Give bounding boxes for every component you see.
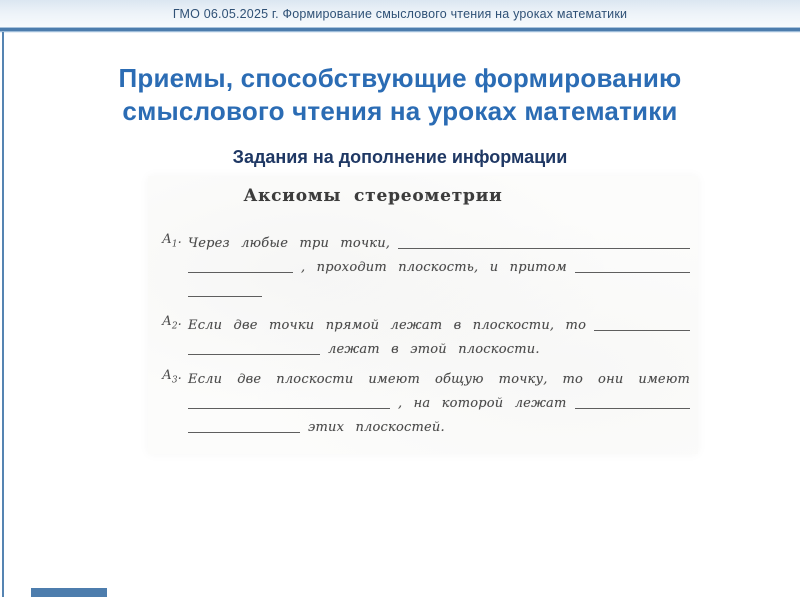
axiom-3-text [188,364,690,436]
worksheet-heading: Аксиомы стереометрии [243,186,503,206]
slide-header-text: ГМО 06.05.2025 г. Формирование смыслового чтения на уроках математики [172,6,628,21]
axiom-3-label: $А_3$. [162,368,182,386]
axiom-3-line-3: этих плоскостей. [188,412,690,436]
fill-in-blank [594,330,690,331]
axiom-1-line-2: , проходит плоскость, и притом [188,252,690,276]
page-title-line2: смыслового чтения на уроках математики [122,96,678,126]
axiom-3 [162,364,690,436]
fill-in-blank [188,408,390,409]
axiom-3-line-1: Если две плоскости имеют общую точку, то они имеют [188,372,690,387]
left-accent-line [2,32,4,597]
fill-in-blank [398,248,690,249]
axiom-2 [162,310,690,358]
bottom-accent-bar [31,588,107,597]
axiom-1-line-1: Через любые три точки, [188,228,690,252]
page-title-line1: Приемы, способствующие формированию [118,63,682,93]
slide-header-bar [0,0,800,27]
axiom-1 [162,228,690,300]
fill-in-blank [575,408,690,409]
page-title [30,62,770,128]
axiom-1-text [188,228,690,300]
axiom-1-label: $А_1$. [162,232,182,250]
fill-in-blank [188,272,293,273]
fill-in-blank [575,272,690,273]
worksheet-scan-image [148,176,698,454]
axiom-1-line-3 [188,276,690,300]
header-divider-rule [0,27,800,33]
fill-in-blank [188,296,262,297]
axiom-2-text [188,310,690,358]
axiom-3-line-2: , на которой лежат [188,388,690,412]
fill-in-blank [188,354,320,355]
axiom-2-line-1: Если две точки прямой лежат в плоскости, то [188,310,690,334]
slide-subtitle: Задания на дополнение информации [232,147,568,167]
fill-in-blank [188,432,300,433]
axiom-2-label: $А_2$. [162,314,182,332]
axiom-2-line-2: лежат в этой плоскости. [188,334,690,358]
